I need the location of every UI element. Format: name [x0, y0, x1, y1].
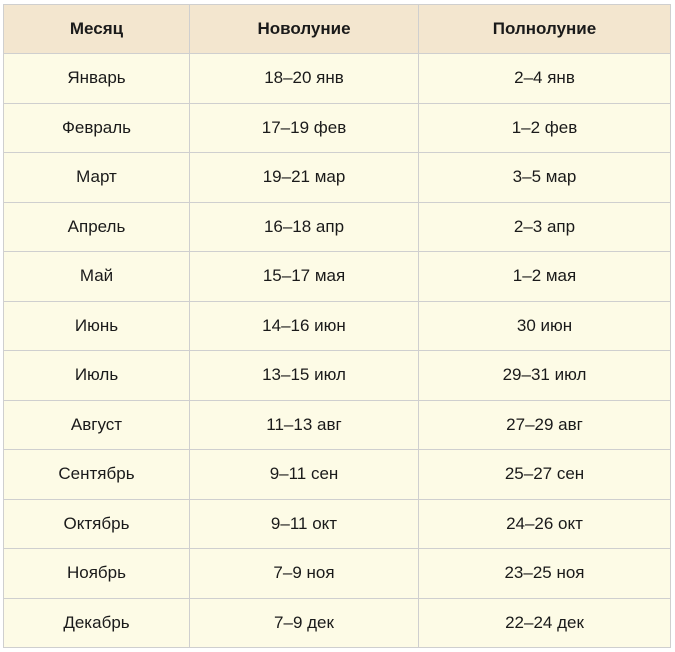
month-cell: Ноябрь [4, 549, 190, 599]
header-row [4, 5, 671, 54]
full-moon-cell: 2–3 апр [419, 202, 671, 252]
new-moon-cell: 14–16 июн [190, 301, 419, 351]
table-row [4, 450, 671, 500]
full-moon-cell: 23–25 ноя [419, 549, 671, 599]
full-moon-cell: 2–4 янв [419, 54, 671, 104]
month-cell: Июнь [4, 301, 190, 351]
full-moon-cell: 27–29 авг [419, 400, 671, 450]
full-moon-cell: 29–31 июл [419, 351, 671, 401]
month-cell: Сентябрь [4, 450, 190, 500]
table-body [4, 54, 671, 648]
table-row [4, 103, 671, 153]
new-moon-cell: 9–11 сен [190, 450, 419, 500]
table-row [4, 400, 671, 450]
new-moon-cell: 15–17 мая [190, 252, 419, 302]
month-cell: Октябрь [4, 499, 190, 549]
table-row [4, 499, 671, 549]
month-cell: Февраль [4, 103, 190, 153]
full-moon-cell: 3–5 мар [419, 153, 671, 203]
new-moon-cell: 9–11 окт [190, 499, 419, 549]
new-moon-cell: 13–15 июл [190, 351, 419, 401]
month-cell: Май [4, 252, 190, 302]
month-cell: Январь [4, 54, 190, 104]
full-moon-cell: 1–2 мая [419, 252, 671, 302]
table-row [4, 153, 671, 203]
new-moon-cell: 19–21 мар [190, 153, 419, 203]
month-cell: Март [4, 153, 190, 203]
new-moon-cell: 16–18 апр [190, 202, 419, 252]
table-row [4, 301, 671, 351]
table-row [4, 351, 671, 401]
table-row [4, 598, 671, 648]
table-row [4, 202, 671, 252]
header-month: Месяц [4, 5, 190, 54]
month-cell: Июль [4, 351, 190, 401]
moon-phase-table [3, 4, 671, 648]
table-row [4, 549, 671, 599]
new-moon-cell: 11–13 авг [190, 400, 419, 450]
month-cell: Декабрь [4, 598, 190, 648]
full-moon-cell: 1–2 фев [419, 103, 671, 153]
header-new-moon: Новолуние [190, 5, 419, 54]
new-moon-cell: 7–9 дек [190, 598, 419, 648]
header-full-moon: Полнолуние [419, 5, 671, 54]
table-header [4, 5, 671, 54]
full-moon-cell: 30 июн [419, 301, 671, 351]
new-moon-cell: 18–20 янв [190, 54, 419, 104]
full-moon-cell: 22–24 дек [419, 598, 671, 648]
month-cell: Апрель [4, 202, 190, 252]
table-row [4, 252, 671, 302]
table-row [4, 54, 671, 104]
full-moon-cell: 25–27 сен [419, 450, 671, 500]
full-moon-cell: 24–26 окт [419, 499, 671, 549]
month-cell: Август [4, 400, 190, 450]
new-moon-cell: 17–19 фев [190, 103, 419, 153]
new-moon-cell: 7–9 ноя [190, 549, 419, 599]
